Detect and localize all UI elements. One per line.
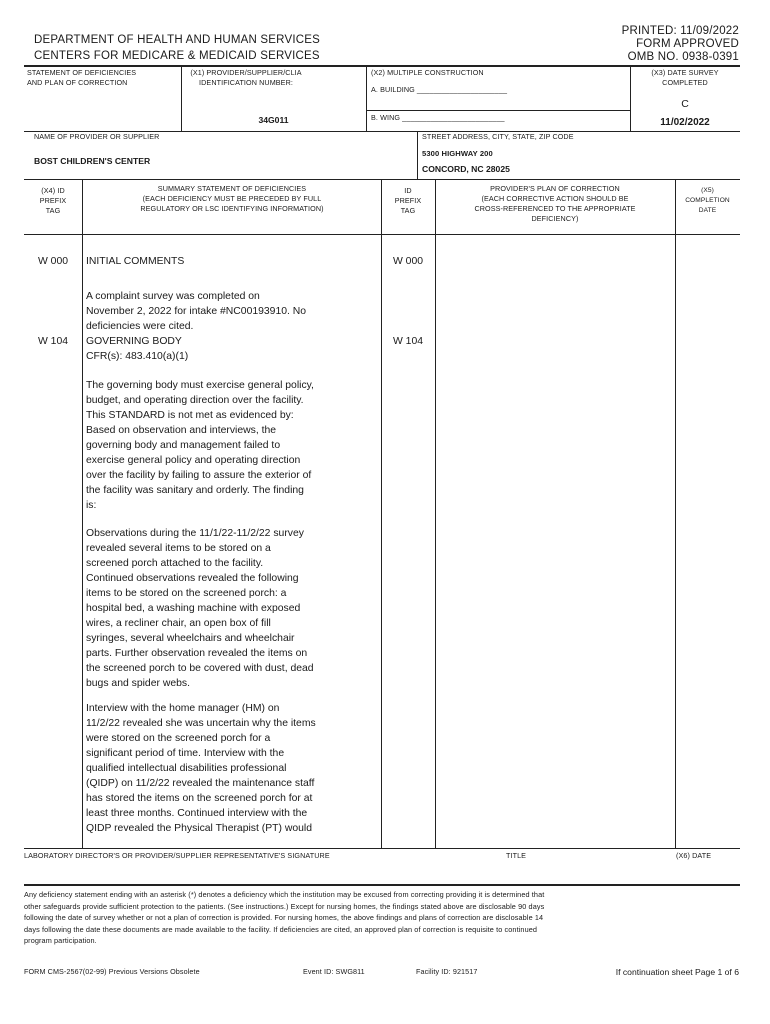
column-divider: [381, 179, 382, 848]
signature-rule: [24, 884, 740, 886]
tag-w104: W 104: [37, 336, 69, 347]
id-header: ID PREFIX TAG: [394, 186, 422, 215]
event-id: Event ID: SWG811: [303, 967, 365, 976]
interview-paragraph: Interview with the home manager (HM) on 11/2/22 revealed she was uncertain why the items were stored on the screened porch for a significant period of time. Interview with the qualified intellectual disabilities professional (QIDP) on 11/2/22 revealed the maintenance staff has stored the items on the screened porch for at least three months. Continued interview with the QIDP revealed the Physical Therapist (PT) would: [86, 703, 316, 834]
provider-id-value: 34G011: [258, 115, 289, 125]
x5-header: (X5) COMPLETION DATE: [685, 187, 730, 214]
printed-date: PRINTED: 11/09/2022: [621, 25, 739, 37]
facility-id: Facility ID: 921517: [416, 967, 478, 976]
street-value: 5300 HIGHWAY 200: [422, 149, 493, 158]
divider: [417, 131, 418, 179]
form-number: FORM CMS-2567(02-99) Previous Versions Obsolete: [24, 967, 200, 976]
complaint-paragraph: A complaint survey was completed on November 2, 2022 for intake #NC00193910. No deficiencies were cited.: [86, 291, 307, 332]
plan-header: PROVIDER'S PLAN OF CORRECTION (EACH CORRECTIVE ACTION SHOULD BE CROSS-REFERENCED TO THE APPROPRIATE DEFICIENCY): [474, 184, 636, 223]
x4-header: (X4) ID PREFIX TAG: [39, 186, 67, 215]
date-label: (X6) DATE: [676, 851, 712, 860]
department-title: DEPARTMENT OF HEALTH AND HUMAN SERVICES: [34, 34, 320, 46]
divider: [366, 66, 367, 131]
initial-comments: INITIAL COMMENTS: [86, 256, 185, 267]
building-label: A. BUILDING ______________________: [371, 85, 508, 94]
column-divider: [675, 179, 676, 848]
agency-title: CENTERS FOR MEDICARE & MEDICAID SERVICES: [34, 50, 320, 62]
observations-paragraph: Observations during the 11/1/22-11/2/22 survey revealed several items to be stored on a screened porch attached to the facility. Continued observations revealed the following items to be stored on the screened porch: a hospital bed, a washing machine with exposed wires, a recliner chair, an open box of fill syringes, several wheelchairs and wheelchair parts. Further observation revealed the items on the screened porch to be covered with dust, dead bugs and spider webs.: [86, 528, 314, 689]
divider: [24, 848, 740, 849]
summary-header: SUMMARY STATEMENT OF DEFICIENCIES (EACH DEFICIENCY MUST BE PRECEDED BY FULL REGULATORY OR LSC IDENTIFYING INFORMATION): [140, 184, 324, 213]
street-label: STREET ADDRESS, CITY, STATE, ZIP CODE: [422, 132, 574, 141]
page-indicator: If continuation sheet Page 1 of 6: [615, 967, 739, 977]
form-approved: FORM APPROVED: [636, 38, 739, 50]
divider: [366, 110, 630, 111]
x2-label: (X2) MULTIPLE CONSTRUCTION: [371, 68, 484, 77]
x1-label: (X1) PROVIDER/SUPPLIER/CLIA IDENTIFICATION NUMBER:: [190, 68, 302, 87]
standard-paragraph: The governing body must exercise general policy, budget, and operating direction over the facility. This STANDARD is not met as evidenced by: Based on observation and interviews, the governing body and management failed to exercise general policy and operating direction over the facility by failing to assure the exterior of the facility was sanitary and orderly. The finding is:: [86, 380, 314, 511]
provider-name-value: BOST CHILDREN'S CENTER: [34, 156, 151, 166]
top-rule: [24, 65, 740, 67]
tag-w000-right: W 000: [392, 256, 424, 267]
signature-label: LABORATORY DIRECTOR'S OR PROVIDER/SUPPLIER REPRESENTATIVE'S SIGNATURE: [24, 851, 330, 860]
survey-date-value: 11/02/2022: [660, 117, 710, 128]
governing-body-heading: GOVERNING BODY CFR(s): 483.410(a)(1): [86, 336, 189, 362]
tag-w104-right: W 104: [392, 336, 424, 347]
disclaimer-text: Any deficiency statement ending with an asterisk (*) denotes a deficiency which the institution may be excused from correcting providing it is determined that other safeguards provide sufficient protection to the patients. (See instructions.) Except for nursing homes, the findings stated above are disclosable 90 days following the date of survey whether or not a plan of correction is provided. For nursing homes, the above findings and plans of correction are disclosable 14 days following the date these documents are made available to the facility. If deficiencies are cited, an approved plan of correction is requisite to continued program participation.: [24, 890, 545, 946]
provider-name-label: NAME OF PROVIDER OR SUPPLIER: [34, 132, 160, 141]
column-divider: [435, 179, 436, 848]
divider: [24, 234, 740, 235]
tag-w000: W 000: [37, 256, 69, 267]
statement-label: STATEMENT OF DEFICIENCIES AND PLAN OF CORRECTION: [27, 68, 137, 87]
omb-number: OMB NO. 0938-0391: [627, 51, 739, 63]
survey-c: C: [681, 98, 689, 110]
divider: [24, 179, 740, 180]
city-value: CONCORD, NC 28025: [422, 164, 510, 174]
wing-label: B. WING _________________________: [371, 113, 505, 122]
title-label: TITLE: [506, 851, 527, 860]
x3-label: (X3) DATE SURVEY COMPLETED: [651, 68, 719, 87]
column-divider: [82, 179, 83, 848]
